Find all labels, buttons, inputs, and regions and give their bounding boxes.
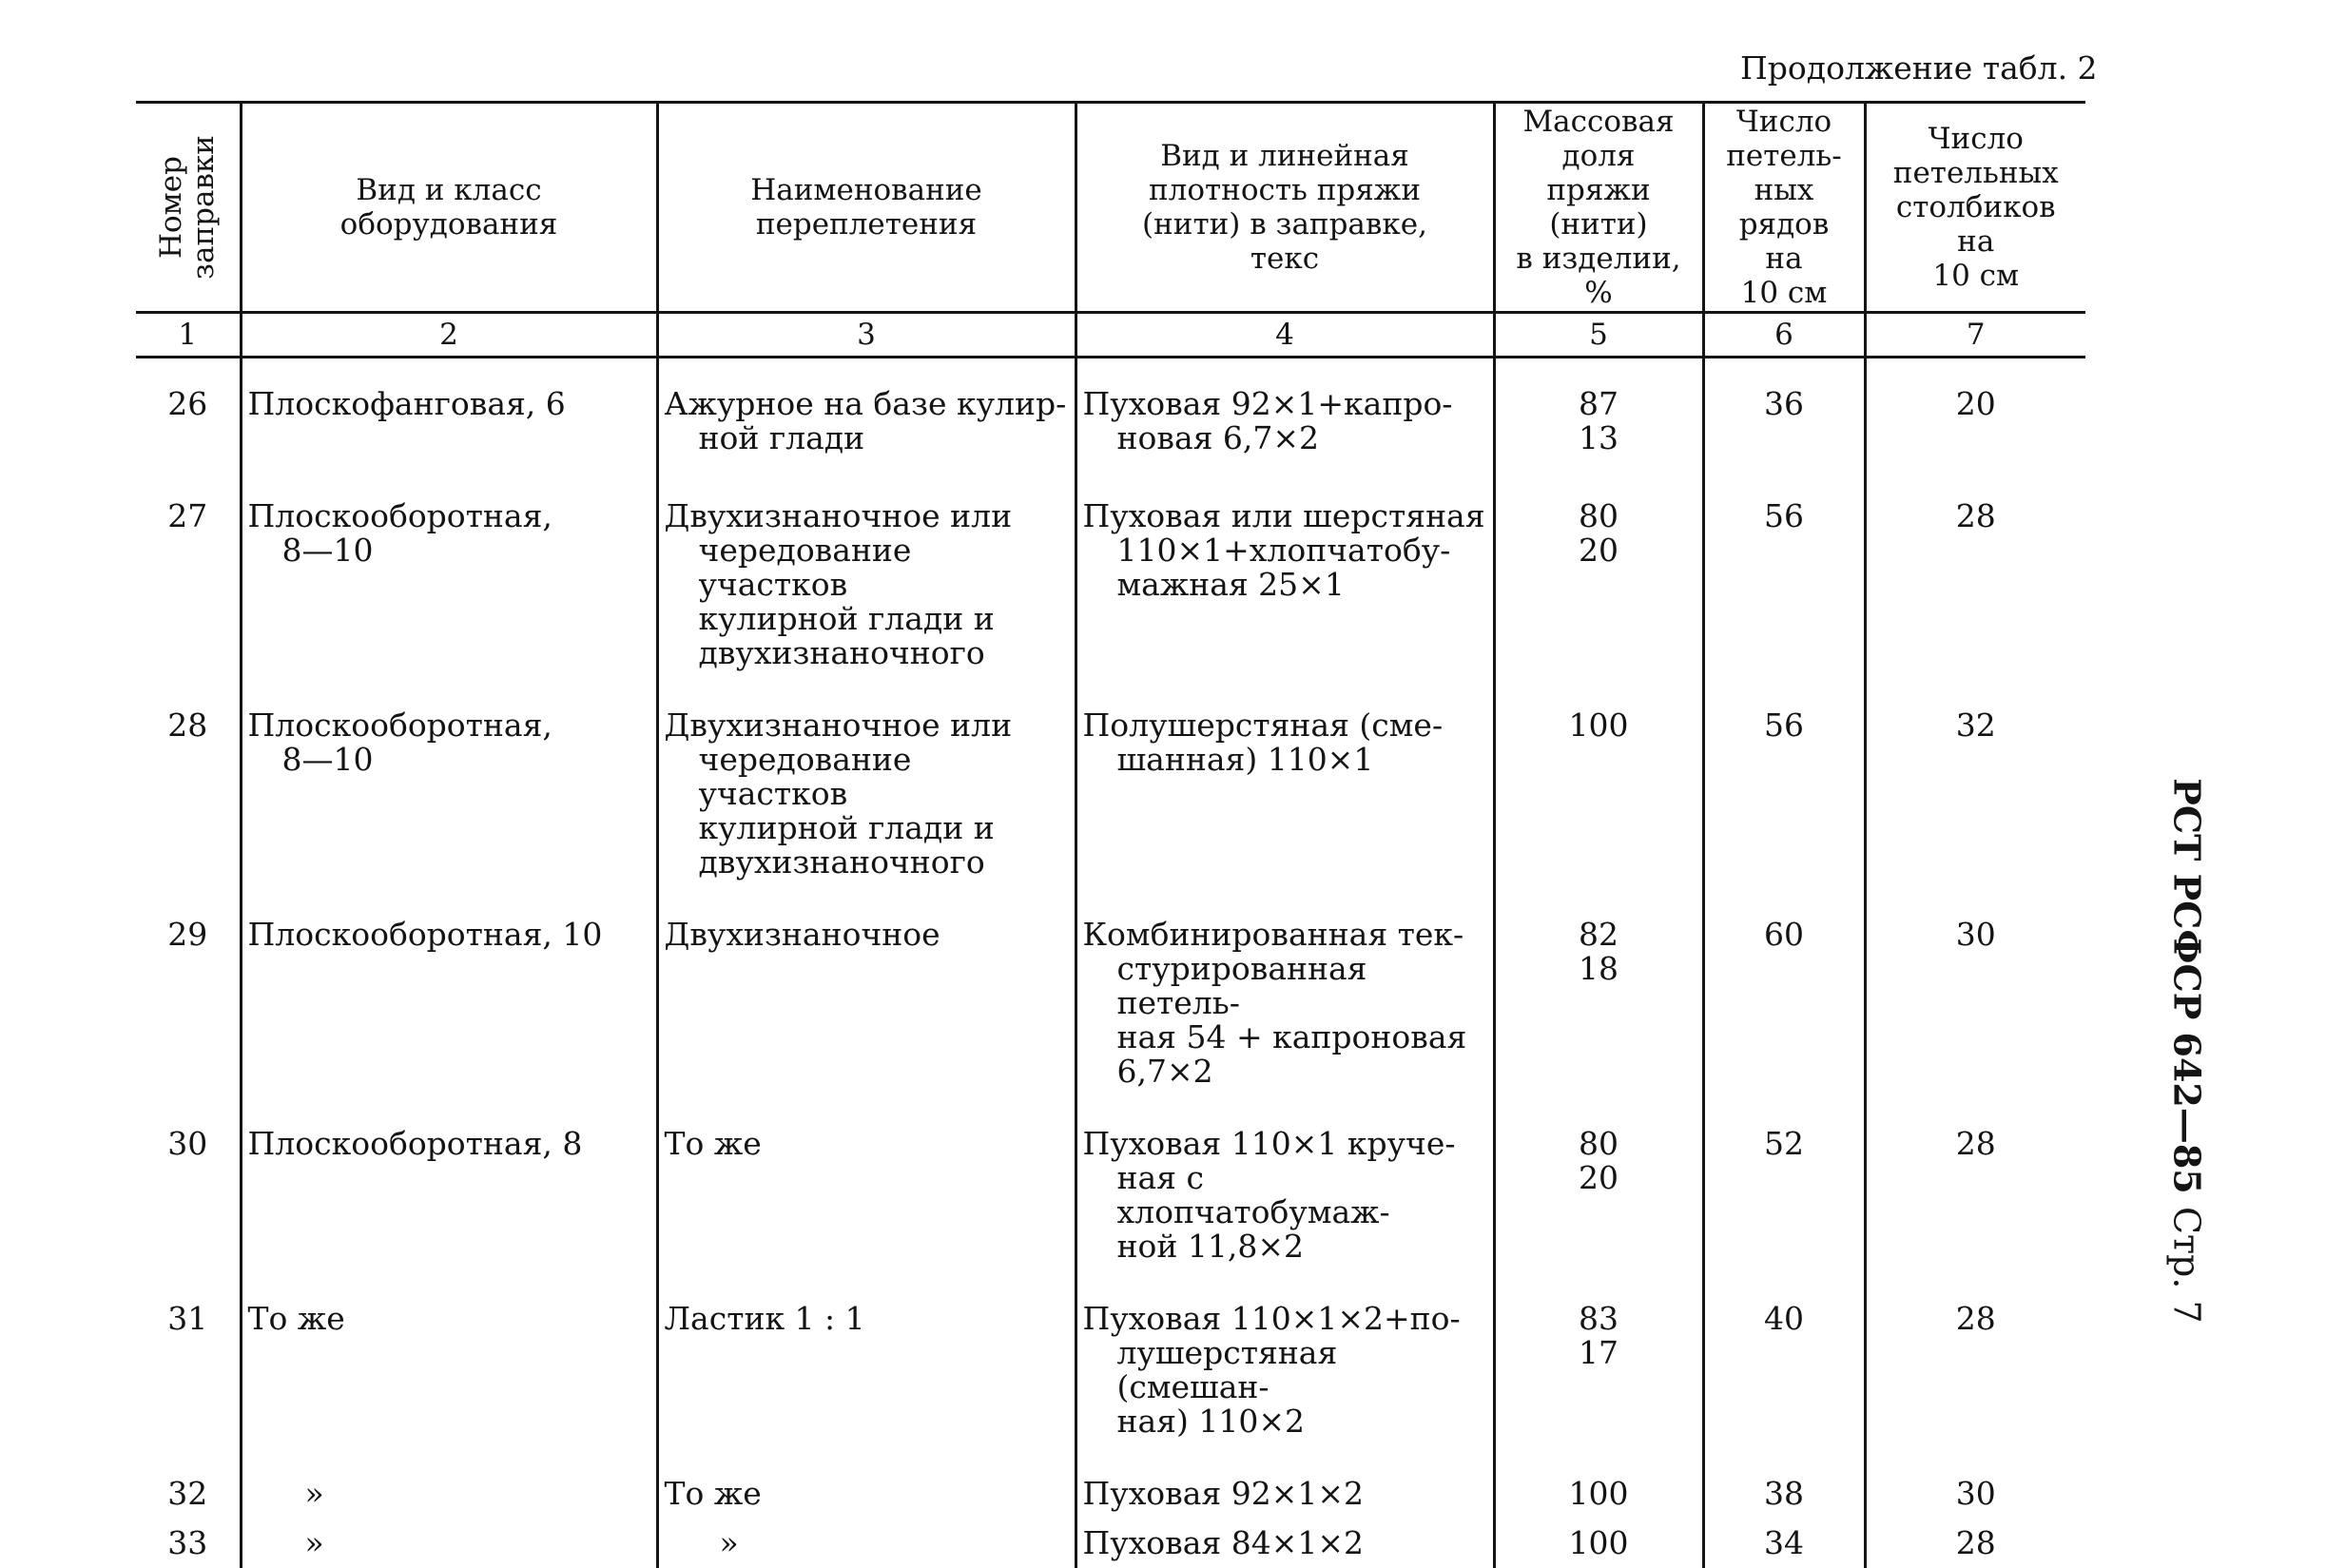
side-caption: [2166, 778, 2209, 1323]
cell-line: 17: [1502, 1336, 1696, 1370]
specification-table: [136, 101, 2085, 1568]
yarn-cell: [1076, 1511, 1494, 1568]
loop-rows-cell: 34: [1703, 1511, 1865, 1568]
cell-line: »: [248, 1477, 650, 1511]
cell-line: 87: [1502, 387, 1696, 421]
row-number: 29: [136, 880, 241, 1089]
share-cell: [1494, 1264, 1703, 1439]
header-loop-columns: Число петельных столбиков на 10 см: [1865, 103, 2085, 313]
weave-cell: [657, 1089, 1076, 1264]
cell-line: Пуховая 92×1+капро-: [1083, 387, 1487, 421]
table-row: [136, 880, 2085, 1089]
equipment-cell: [241, 461, 657, 670]
yarn-cell: [1076, 461, 1494, 670]
table-row: [136, 1089, 2085, 1264]
weave-cell: [657, 358, 1076, 462]
loop-columns-cell: 28: [1865, 1089, 2085, 1264]
cell-line: Плоскооборотная,: [248, 499, 650, 533]
cell-line: 80: [1502, 499, 1696, 533]
cell-line: Ажурное на базе кулир-: [665, 387, 1069, 421]
column-number: 1: [136, 313, 241, 358]
cell-line: ная 54 + капроновая: [1083, 1020, 1487, 1055]
cell-line: кулирной глади и: [665, 602, 1069, 636]
weave-cell: [657, 1264, 1076, 1439]
cell-line: 8—10: [248, 533, 650, 568]
cell-line: 13: [1502, 421, 1696, 455]
table-row: [136, 1511, 2085, 1568]
table-body: [136, 358, 2085, 1568]
cell-line: ная) 110×2: [1083, 1404, 1487, 1439]
cell-line: двухизнаночного: [665, 845, 1069, 880]
cell-line: 110×1+хлопчатобу-: [1083, 533, 1487, 568]
cell-line: 18: [1502, 952, 1696, 986]
table-row: [136, 461, 2085, 670]
cell-line: 80: [1502, 1127, 1696, 1161]
header-equipment: Вид и класс оборудования: [241, 103, 657, 313]
row-number: 27: [136, 461, 241, 670]
cell-line: Полушерстяная (сме-: [1083, 708, 1487, 743]
loop-rows-cell: 36: [1703, 358, 1865, 462]
specification-table-container: [136, 101, 2085, 1568]
loop-rows-cell: 56: [1703, 670, 1865, 880]
header-share: Массовая доля пряжи (нити) в изделии, %: [1494, 103, 1703, 313]
standard-number: РСТ РСФСР 642—85: [2166, 778, 2209, 1193]
cell-line: »: [248, 1526, 650, 1560]
column-number: 4: [1076, 313, 1494, 358]
cell-line: 100: [1502, 1477, 1696, 1511]
cell-line: То же: [248, 1302, 650, 1336]
equipment-cell: [241, 1089, 657, 1264]
share-cell: [1494, 880, 1703, 1089]
cell-line: 6,7×2: [1083, 1055, 1487, 1089]
loop-columns-cell: 32: [1865, 670, 2085, 880]
row-number: 28: [136, 670, 241, 880]
weave-cell: [657, 461, 1076, 670]
loop-rows-cell: 40: [1703, 1264, 1865, 1439]
column-number: 3: [657, 313, 1076, 358]
row-number: 33: [136, 1511, 241, 1568]
cell-line: шанная) 110×1: [1083, 743, 1487, 777]
column-number: 7: [1865, 313, 2085, 358]
cell-line: »: [665, 1526, 1069, 1560]
equipment-cell: [241, 880, 657, 1089]
loop-rows-cell: 38: [1703, 1439, 1865, 1511]
yarn-cell: [1076, 670, 1494, 880]
cell-line: новая 6,7×2: [1083, 421, 1487, 455]
cell-line: Плоскооборотная, 10: [248, 918, 650, 952]
row-number: 30: [136, 1089, 241, 1264]
cell-line: ная с хлопчатобумаж-: [1083, 1161, 1487, 1229]
cell-line: Пуховая или шерстяная: [1083, 499, 1487, 533]
column-number: 6: [1703, 313, 1865, 358]
row-number: 32: [136, 1439, 241, 1511]
row-number: 26: [136, 358, 241, 462]
yarn-cell: [1076, 1264, 1494, 1439]
cell-line: 20: [1502, 1161, 1696, 1195]
cell-line: мажная 25×1: [1083, 568, 1487, 602]
table-header-row: [136, 103, 2085, 313]
header-weave: Наименование переплетения: [657, 103, 1076, 313]
equipment-cell: [241, 670, 657, 880]
share-cell: [1494, 358, 1703, 462]
weave-cell: [657, 670, 1076, 880]
cell-line: чередование участков: [665, 743, 1069, 811]
cell-line: Пуховая 84×1×2: [1083, 1526, 1487, 1560]
cell-line: 20: [1502, 533, 1696, 568]
loop-columns-cell: 30: [1865, 1439, 2085, 1511]
cell-line: Пуховая 92×1×2: [1083, 1477, 1487, 1511]
header-number: [136, 103, 241, 313]
cell-line: Двухизнаночное или: [665, 708, 1069, 743]
header-loop-rows: Число петель- ных рядов на 10 см: [1703, 103, 1865, 313]
share-cell: [1494, 1511, 1703, 1568]
cell-line: 83: [1502, 1302, 1696, 1336]
loop-rows-cell: 56: [1703, 461, 1865, 670]
cell-line: 100: [1502, 1526, 1696, 1560]
cell-line: стурированная петель-: [1083, 952, 1487, 1020]
cell-line: лушерстяная (смешан-: [1083, 1336, 1487, 1404]
equipment-cell: [241, 1439, 657, 1511]
header-number-text: Номер заправки: [155, 107, 220, 307]
row-number: 31: [136, 1264, 241, 1439]
cell-line: Плоскооборотная,: [248, 708, 650, 743]
column-number: 5: [1494, 313, 1703, 358]
equipment-cell: [241, 1511, 657, 1568]
cell-line: Двухизнаночное или: [665, 499, 1069, 533]
table-row: [136, 1264, 2085, 1439]
cell-line: 82: [1502, 918, 1696, 952]
cell-line: ной 11,8×2: [1083, 1229, 1487, 1264]
cell-line: Двухизнаночное: [665, 918, 1069, 952]
cell-line: 8—10: [248, 743, 650, 777]
loop-rows-cell: 52: [1703, 1089, 1865, 1264]
loop-columns-cell: 28: [1865, 1264, 2085, 1439]
share-cell: [1494, 1089, 1703, 1264]
weave-cell: [657, 880, 1076, 1089]
loop-rows-cell: 60: [1703, 880, 1865, 1089]
cell-line: То же: [665, 1477, 1069, 1511]
cell-line: ной глади: [665, 421, 1069, 455]
cell-line: Комбинированная тек-: [1083, 918, 1487, 952]
page-number: Стр. 7: [2166, 1207, 2208, 1324]
continuation-label: Продолжение табл. 2: [1740, 49, 2083, 87]
yarn-cell: [1076, 1089, 1494, 1264]
cell-line: Плоскофанговая, 6: [248, 387, 650, 421]
cell-line: Ластик 1 : 1: [665, 1302, 1069, 1336]
table-row: [136, 1439, 2085, 1511]
loop-columns-cell: 28: [1865, 1511, 2085, 1568]
cell-line: Плоскооборотная, 8: [248, 1127, 650, 1161]
yarn-cell: [1076, 880, 1494, 1089]
yarn-cell: [1076, 1439, 1494, 1511]
weave-cell: [657, 1511, 1076, 1568]
share-cell: [1494, 461, 1703, 670]
table-row: [136, 358, 2085, 462]
share-cell: [1494, 1439, 1703, 1511]
cell-line: Пуховая 110×1×2+по-: [1083, 1302, 1487, 1336]
cell-line: чередование участков: [665, 533, 1069, 602]
equipment-cell: [241, 1264, 657, 1439]
yarn-cell: [1076, 358, 1494, 462]
cell-line: кулирной глади и: [665, 811, 1069, 845]
table-row: [136, 670, 2085, 880]
column-number: 2: [241, 313, 657, 358]
header-yarn: Вид и линейная плотность пряжи (нити) в заправке, текс: [1076, 103, 1494, 313]
cell-line: двухизнаночного: [665, 636, 1069, 670]
cell-line: 100: [1502, 708, 1696, 743]
column-number-row: [136, 313, 2085, 358]
loop-columns-cell: 20: [1865, 358, 2085, 462]
share-cell: [1494, 670, 1703, 880]
weave-cell: [657, 1439, 1076, 1511]
equipment-cell: [241, 358, 657, 462]
loop-columns-cell: 30: [1865, 880, 2085, 1089]
cell-line: Пуховая 110×1 круче-: [1083, 1127, 1487, 1161]
cell-line: То же: [665, 1127, 1069, 1161]
loop-columns-cell: 28: [1865, 461, 2085, 670]
